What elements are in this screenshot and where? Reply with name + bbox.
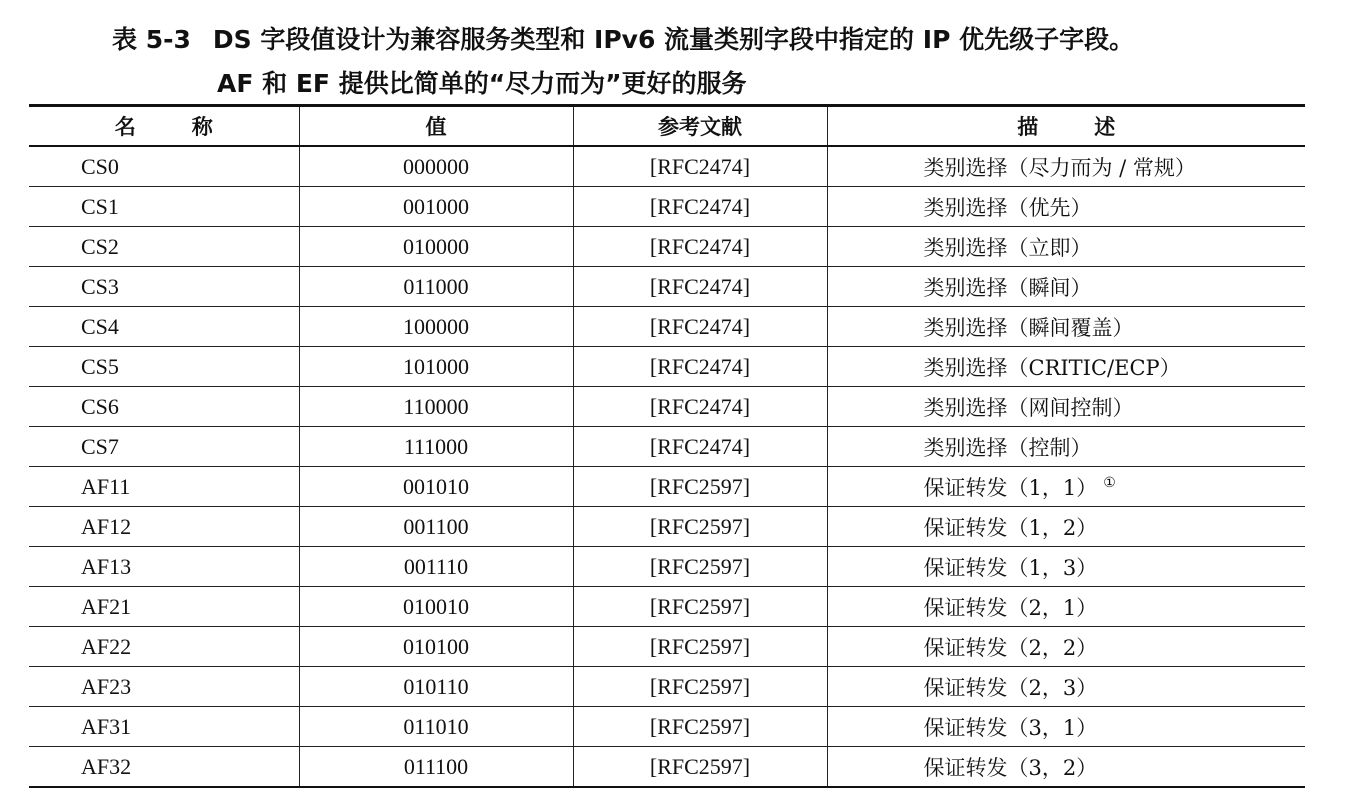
cell-description [827, 547, 1305, 587]
table-row [29, 747, 1305, 788]
cell-name-text: AF21 [81, 593, 132, 619]
cell-name-text: CS4 [81, 313, 119, 339]
cell-name [29, 667, 299, 707]
cell-reference [573, 347, 827, 387]
cell-reference-text: [RFC2474] [649, 153, 751, 179]
cell-reference [573, 627, 827, 667]
cell-value-text: 001010 [403, 473, 469, 499]
cell-description [827, 707, 1305, 747]
cell-value-text: 000000 [403, 153, 469, 179]
cell-description-text: 保证转发（2，3） [923, 675, 1098, 700]
cell-name [29, 587, 299, 627]
cell-reference [573, 146, 827, 187]
cell-value-text: 110000 [403, 393, 469, 419]
cell-reference-text: [RFC2597] [649, 473, 751, 499]
cell-description [827, 627, 1305, 667]
cell-description [827, 387, 1305, 427]
dscp-table [29, 104, 1305, 788]
caption-line-2: AF 和 EF 提供比简单的“尽力而为”更好的服务 [217, 69, 747, 98]
cell-description [827, 227, 1305, 267]
table-row [29, 467, 1305, 507]
table-row [29, 387, 1305, 427]
cell-name-text: AF11 [81, 473, 131, 499]
cell-value-text: 101000 [403, 353, 469, 379]
cell-reference [573, 667, 827, 707]
cell-reference-text: [RFC2597] [649, 553, 751, 579]
cell-name-text: AF22 [81, 633, 132, 659]
cell-reference-text: [RFC2597] [649, 753, 751, 779]
cell-name-text: CS7 [81, 433, 119, 459]
cell-name [29, 146, 299, 187]
cell-value [299, 587, 573, 627]
cell-value [299, 747, 573, 788]
cell-value-text: 010110 [403, 673, 469, 699]
cell-description-text: 保证转发（2，2） [923, 635, 1098, 660]
cell-name-text: CS2 [81, 233, 119, 259]
table-row [29, 347, 1305, 387]
cell-name [29, 387, 299, 427]
cell-description-text: 保证转发（2，1） [923, 595, 1098, 620]
cell-name [29, 467, 299, 507]
cell-name [29, 307, 299, 347]
cell-value [299, 667, 573, 707]
cell-reference-text: [RFC2597] [649, 633, 751, 659]
table-row [29, 627, 1305, 667]
cell-description [827, 587, 1305, 627]
cell-value-text: 001100 [403, 513, 469, 539]
cell-value [299, 387, 573, 427]
cell-reference [573, 387, 827, 427]
cell-value [299, 347, 573, 387]
cell-description-text: 保证转发（1，3） [923, 555, 1098, 580]
cell-reference [573, 547, 827, 587]
table-row [29, 427, 1305, 467]
cell-description [827, 467, 1305, 507]
cell-description [827, 146, 1305, 187]
cell-value [299, 227, 573, 267]
cell-name [29, 267, 299, 307]
cell-reference-text: [RFC2597] [649, 673, 751, 699]
cell-reference [573, 227, 827, 267]
cell-name [29, 347, 299, 387]
cell-value [299, 307, 573, 347]
cell-description-text: 类别选择（瞬间） [923, 275, 1092, 300]
cell-name-text: CS0 [81, 153, 119, 179]
cell-value [299, 267, 573, 307]
table-row [29, 507, 1305, 547]
cell-reference-text: [RFC2474] [649, 353, 751, 379]
cell-description [827, 747, 1305, 788]
cell-name [29, 707, 299, 747]
cell-description [827, 267, 1305, 307]
cell-name-text: CS5 [81, 353, 119, 379]
cell-reference-text: [RFC2597] [649, 593, 751, 619]
table-row [29, 227, 1305, 267]
cell-value [299, 507, 573, 547]
cell-description-text: 保证转发（3，1） [923, 715, 1098, 740]
table-row [29, 146, 1305, 187]
table-row [29, 587, 1305, 627]
header-value: 值 [299, 106, 573, 147]
cell-description-text: 类别选择（优先） [923, 195, 1092, 220]
cell-reference-text: [RFC2474] [649, 193, 751, 219]
table-row [29, 267, 1305, 307]
cell-reference-text: [RFC2597] [649, 513, 751, 539]
cell-value-text: 111000 [403, 433, 469, 459]
cell-reference-text: [RFC2597] [649, 713, 751, 739]
cell-description-text: 类别选择（控制） [923, 435, 1092, 460]
table-row [29, 547, 1305, 587]
cell-reference [573, 467, 827, 507]
cell-value-text: 100000 [403, 313, 469, 339]
header-reference: 参考文献 [573, 106, 827, 147]
table-row [29, 307, 1305, 347]
cell-reference-text: [RFC2474] [649, 393, 751, 419]
header-description: 描述 [827, 106, 1305, 147]
cell-value [299, 467, 573, 507]
cell-reference [573, 187, 827, 227]
cell-description-text: 类别选择（瞬间覆盖） [923, 315, 1134, 340]
header-name: 名称 [29, 106, 299, 147]
cell-name-text: AF23 [81, 673, 132, 699]
cell-value [299, 146, 573, 187]
cell-value-text: 010010 [403, 593, 469, 619]
cell-value [299, 627, 573, 667]
cell-description-text: 保证转发（3，2） [923, 755, 1098, 780]
cell-name [29, 747, 299, 788]
cell-reference [573, 267, 827, 307]
cell-description [827, 307, 1305, 347]
cell-name [29, 187, 299, 227]
table-header-row [29, 106, 1305, 147]
footnote-marker: ① [1103, 474, 1116, 491]
cell-reference [573, 427, 827, 467]
cell-name [29, 227, 299, 267]
cell-description-text: 保证转发（1，2） [923, 515, 1098, 540]
table-caption [112, 20, 1352, 56]
cell-description-text: 保证转发（1，1） [923, 475, 1098, 500]
cell-name [29, 507, 299, 547]
table-label: 表 5-3 [112, 25, 191, 54]
table-row [29, 667, 1305, 707]
cell-name-text: CS6 [81, 393, 119, 419]
cell-value-text: 011010 [403, 713, 469, 739]
cell-reference [573, 307, 827, 347]
cell-name-text: CS3 [81, 273, 119, 299]
table-body [29, 146, 1305, 787]
cell-description [827, 187, 1305, 227]
cell-name [29, 627, 299, 667]
cell-description-text: 类别选择（立即） [923, 235, 1092, 260]
cell-name-text: AF32 [81, 753, 132, 779]
cell-value [299, 547, 573, 587]
cell-description-text: 类别选择（CRITIC/ECP） [923, 355, 1181, 380]
cell-name [29, 427, 299, 467]
cell-name-text: AF12 [81, 513, 132, 539]
cell-reference [573, 707, 827, 747]
cell-value [299, 187, 573, 227]
table-row [29, 707, 1305, 747]
cell-value-text: 001000 [403, 193, 469, 219]
cell-reference [573, 587, 827, 627]
cell-value [299, 707, 573, 747]
cell-value [299, 427, 573, 467]
cell-name-text: CS1 [81, 193, 119, 219]
cell-reference-text: [RFC2474] [649, 233, 751, 259]
cell-reference-text: [RFC2474] [649, 273, 751, 299]
cell-description-text: 类别选择（尽力而为 / 常规） [923, 155, 1196, 180]
table-row [29, 187, 1305, 227]
cell-description [827, 347, 1305, 387]
cell-description [827, 427, 1305, 467]
cell-value-text: 011100 [403, 753, 469, 779]
cell-value-text: 001110 [403, 553, 469, 579]
cell-value-text: 011000 [403, 273, 469, 299]
cell-description [827, 667, 1305, 707]
cell-value-text: 010000 [403, 233, 469, 259]
cell-reference-text: [RFC2474] [649, 313, 751, 339]
cell-name-text: AF13 [81, 553, 132, 579]
caption-line-1: DS 字段值设计为兼容服务类型和 IPv6 流量类别字段中指定的 IP 优先级子字段。 [212, 25, 1135, 54]
cell-name-text: AF31 [81, 713, 132, 739]
cell-reference [573, 747, 827, 788]
cell-name [29, 547, 299, 587]
cell-description-text: 类别选择（网间控制） [923, 395, 1134, 420]
cell-description [827, 507, 1305, 547]
cell-value-text: 010100 [403, 633, 469, 659]
cell-reference-text: [RFC2474] [649, 433, 751, 459]
cell-reference [573, 507, 827, 547]
